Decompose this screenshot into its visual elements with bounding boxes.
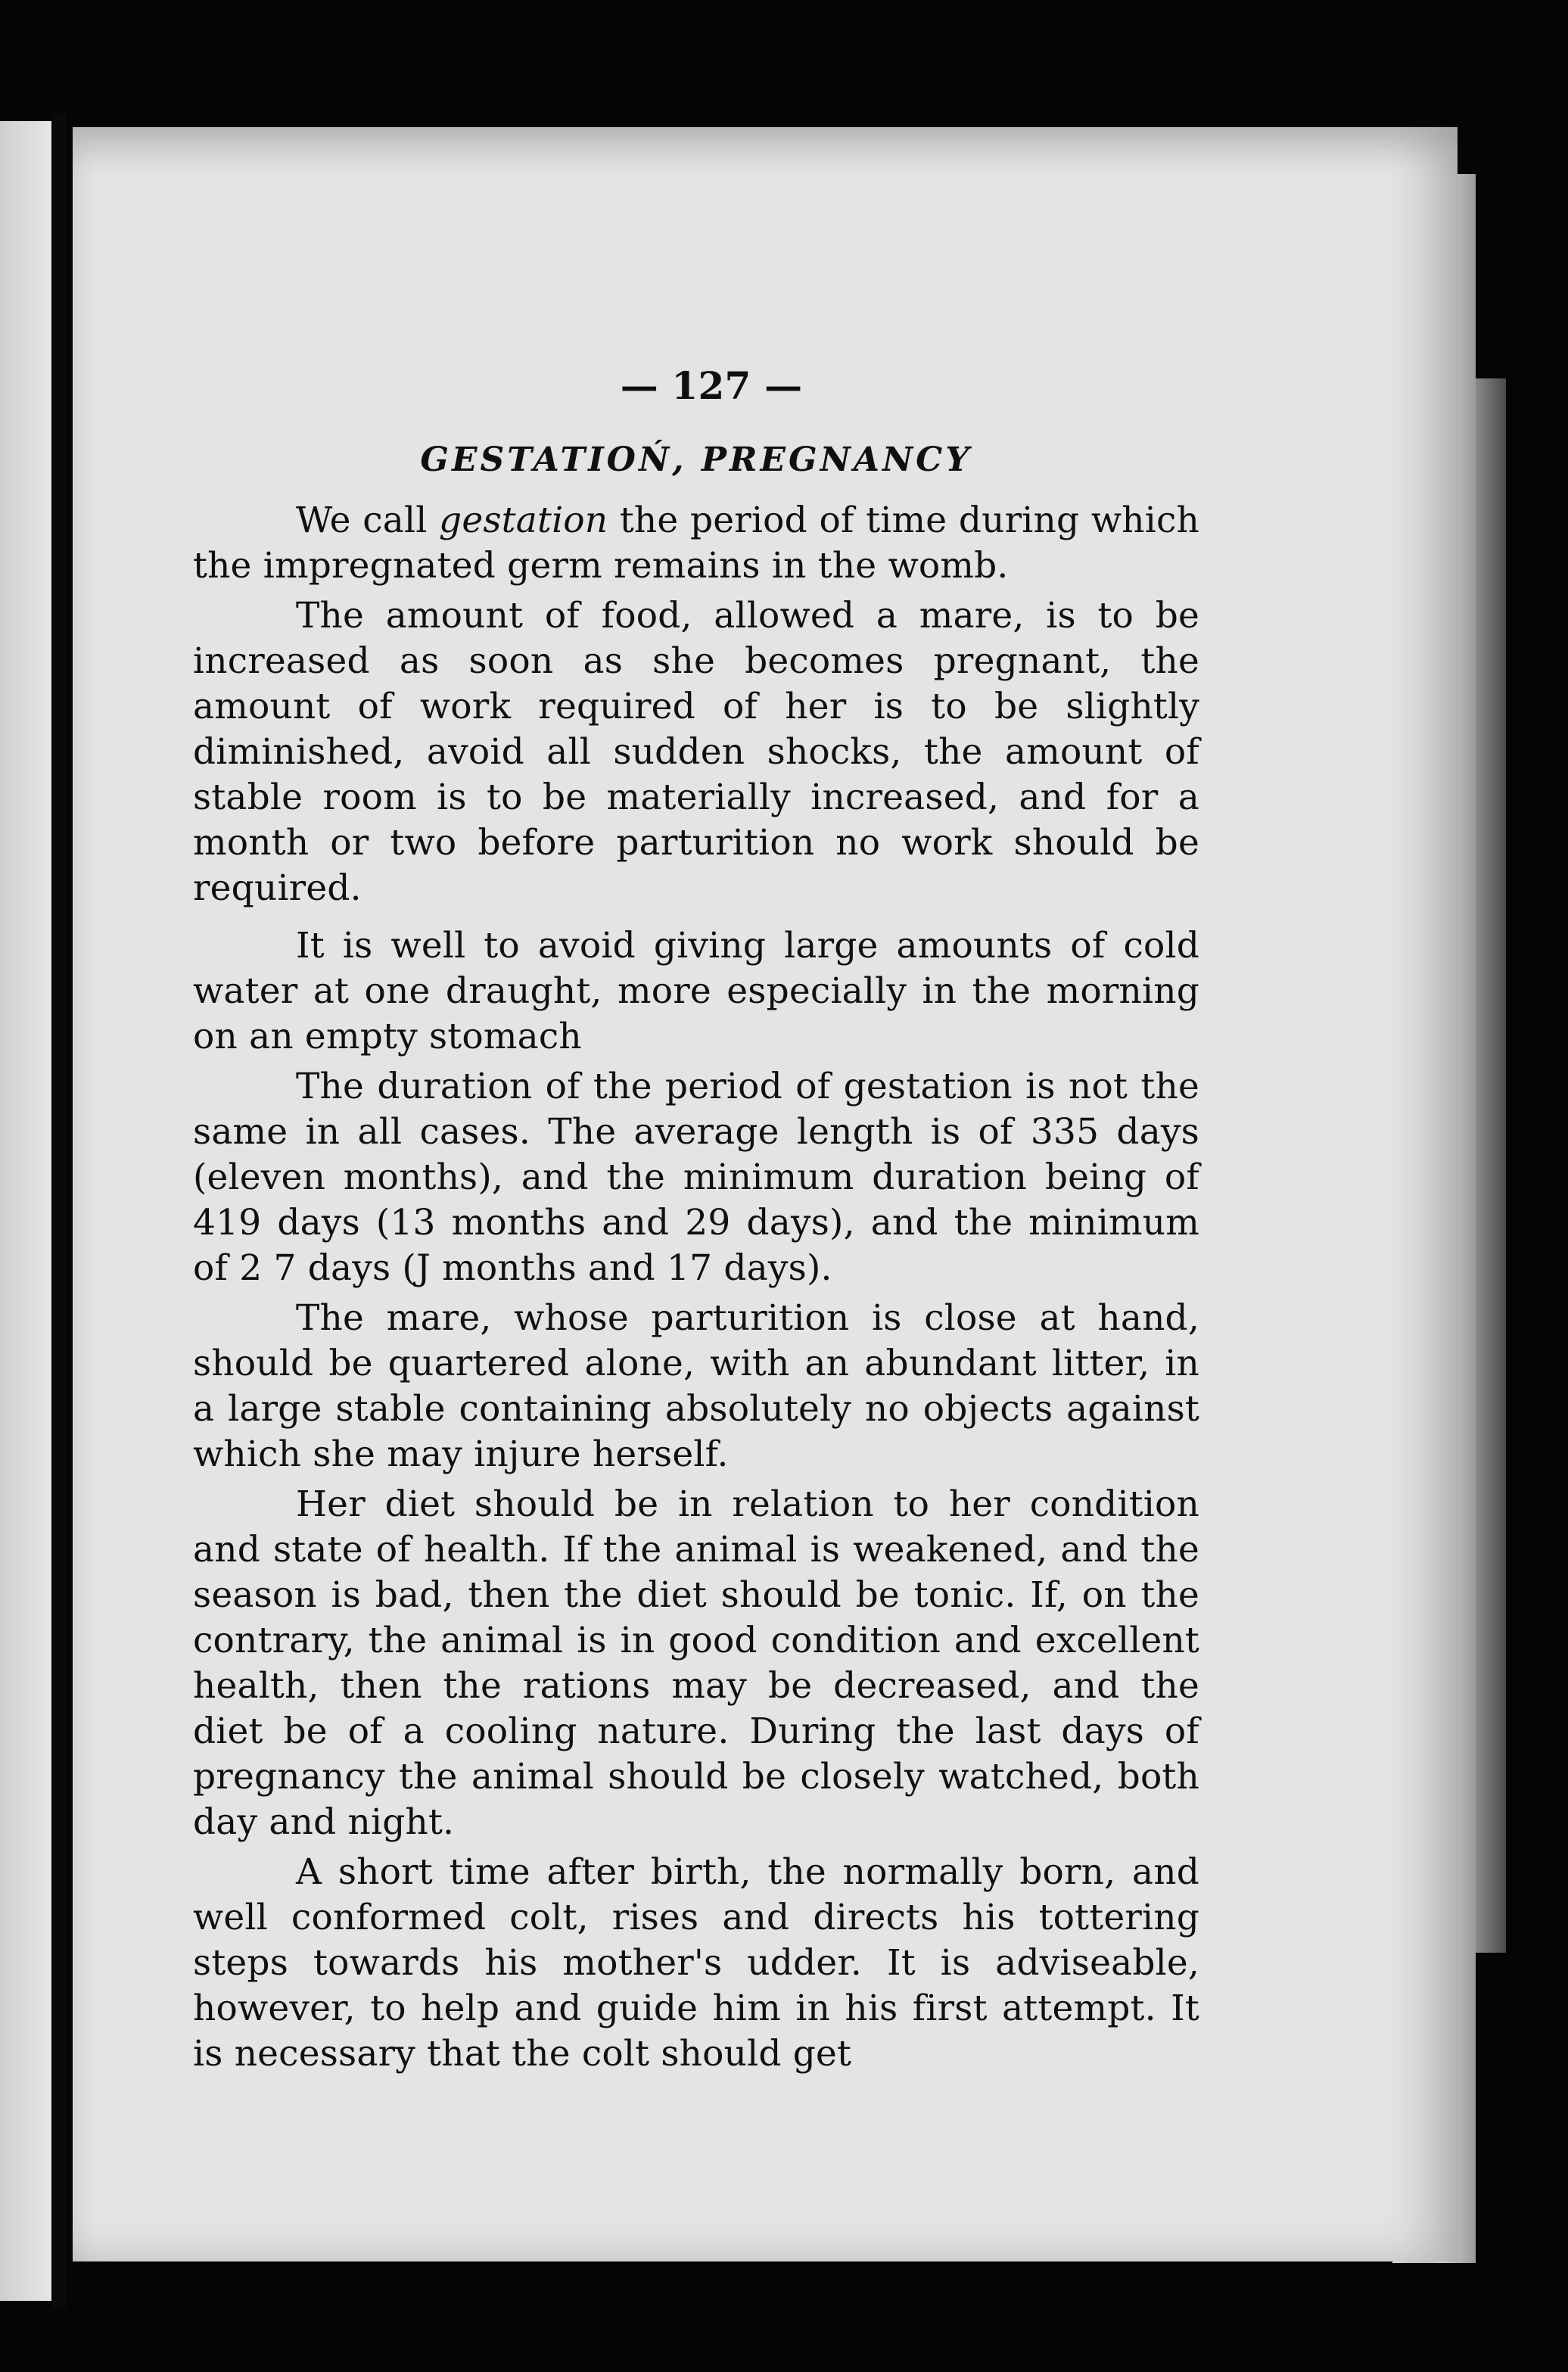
paragraph-5: The mare, whose parturition is close at hand, should be quartered alone, with an abundant litter, in a large stable containing absolutely no objects against which she may injure herself.	[193, 1297, 1199, 1475]
paragraph-7: A short time after birth, the normally born, and well conformed colt, rises and directs his tottering steps towards his mother's udder. It is adviseable, however, to help and guide him in his first attempt. It is necessary that the colt should get	[193, 1851, 1199, 2075]
paragraph-2: The amount of food, allowed a mare, is to be increased as soon as she becomes pregnant, the amount of work required of her is to be slightly diminished, avoid all sudden shocks, the amount of stable room is to be materially increased, and for a month or two before parturition no work should be required.	[193, 595, 1199, 909]
paragraph-6: Her diet should be in relation to her condition and state of health. If the animal is weakened, and the season is bad, then the diet should be tonic. If, on the contrary, the animal is in good condition and excellent health, then the rations may be decreased, and the diet be of a cooling nature. During the last days of pregnancy the animal should be closely watched, both day and night.	[193, 1483, 1199, 1843]
page-text-block	[193, 363, 1199, 2081]
chapter-heading: GESTATIOŃ, PREGNANCY	[420, 440, 972, 479]
facing-page-edge	[0, 121, 51, 2301]
paragraph-1: We call gestation the period of time during which the impregnated germ remains in the womb.	[193, 500, 1199, 587]
book-binding-gutter	[53, 114, 67, 2308]
paragraph-4: The duration of the period of gestation is not the same in all cases. The average length is of 335 days (eleven months), and the minimum duration being of 419 days (13 months and 29 days), and the minimum of 2 7 days (J months and 17 days).	[193, 1066, 1199, 1289]
emphasis-term: gestation	[439, 500, 608, 541]
page-stack-shadow	[1476, 378, 1506, 1953]
paragraph-3: It is well to avoid giving large amounts of cold water at one draught, more especially in the morning on an empty stomach	[193, 925, 1199, 1057]
page-number: — 127 —	[620, 363, 803, 408]
